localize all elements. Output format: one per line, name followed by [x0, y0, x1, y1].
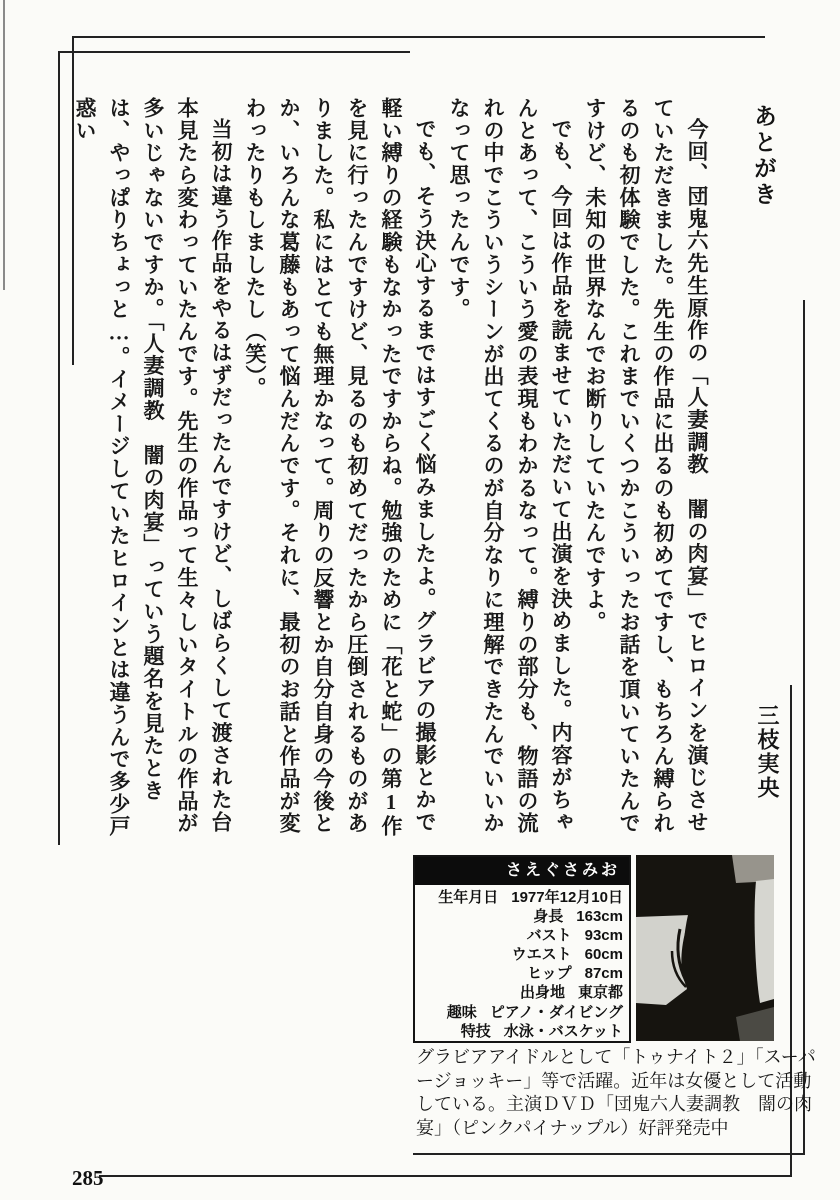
page-edge-line — [3, 0, 5, 290]
paragraph: 当初は違う作品をやるはずだったんですけど、しばらくして渡された台本見たら変わっていたんです。先生の作品って生々しいタイトルの作品が多いじゃないですか。「人妻調教 闇の肉宴」っていう題名を見たときは、やっぱりちょっと…。イメージしていたヒロインとは違うんで多少戸惑い — [73, 97, 233, 838]
left-rule-inner — [58, 51, 60, 845]
paragraph: でも、そう決心するまではすごく悩みましたよ。グラビアの撮影とかで軽い縛りの経験もなかったですからね。勉強のために「花と蛇」の第1作を見に行ったんですけど、見るのも初めてだったから圧倒されるものがありました。私にはとても無理かなって。周りの反響とか自分自身の今後とか、いろんな葛藤もあって悩んだんです。それに、最初のお話と作品が変わったりもしましたし（笑）。 — [243, 97, 437, 838]
top-rule-outer — [72, 36, 765, 38]
profile-box — [413, 855, 631, 1043]
author-name: 三枝実央 — [755, 704, 780, 800]
profile-row: 特技 水泳・バスケット — [460, 1022, 623, 1040]
profile-name: さえぐさみお — [415, 857, 629, 885]
portrait-photo — [636, 855, 774, 1041]
profile-row: ヒップ 87cm — [527, 965, 623, 983]
profile-row: バスト 93cm — [526, 927, 623, 945]
bottom-rule — [99, 1175, 792, 1177]
paragraph: でも、今回は作品を読ませていただいて出演を決めました。内容がちゃんとあって、こういう愛の表現もわかるなって。縛りの部分も、物語の流れの中でこういうシーンが出てくるのが自分なりに理解できたんでいいかなって思ったんです。 — [447, 97, 573, 835]
caption-bottom-rule — [413, 1153, 805, 1155]
portrait-silhouette-image — [636, 855, 774, 1041]
profile-row: 趣味 ピアノ・ダイビング — [446, 1003, 623, 1021]
paragraph: 今回、団鬼六先生原作の「人妻調教 闇の肉宴」でヒロインを演じさせていただきました。先生の作品に出るのも初めてですし、もちろん縛られるのも初体験でした。これまでいくつかこういったお話を頂いていたんですけど、未知の世界なんでお断りしていたんですよ。 — [583, 97, 709, 835]
bio-caption: グラビアアイドルとして「トゥナイト２」「スーパージョッキー」等で活躍。近年は女優として活動している。主演ＤＶＤ「団鬼六人妻調教 闇の肉宴」（ピンクパイナップル）好評発売中 — [416, 1047, 816, 1138]
right-rule-outer — [803, 300, 805, 1155]
profile-row: ウエスト 60cm — [511, 946, 623, 964]
afterword-text — [73, 97, 714, 845]
profile-row: 出身地 東京都 — [519, 984, 623, 1002]
profile-row: 身長 163cm — [533, 908, 623, 926]
page-title: あとがき — [751, 104, 776, 208]
profile-rows — [415, 885, 629, 1041]
profile-row: 生年月日 1977年12月10日 — [438, 889, 623, 906]
page-number: 285 — [72, 1166, 104, 1190]
top-rule-inner — [58, 51, 410, 53]
